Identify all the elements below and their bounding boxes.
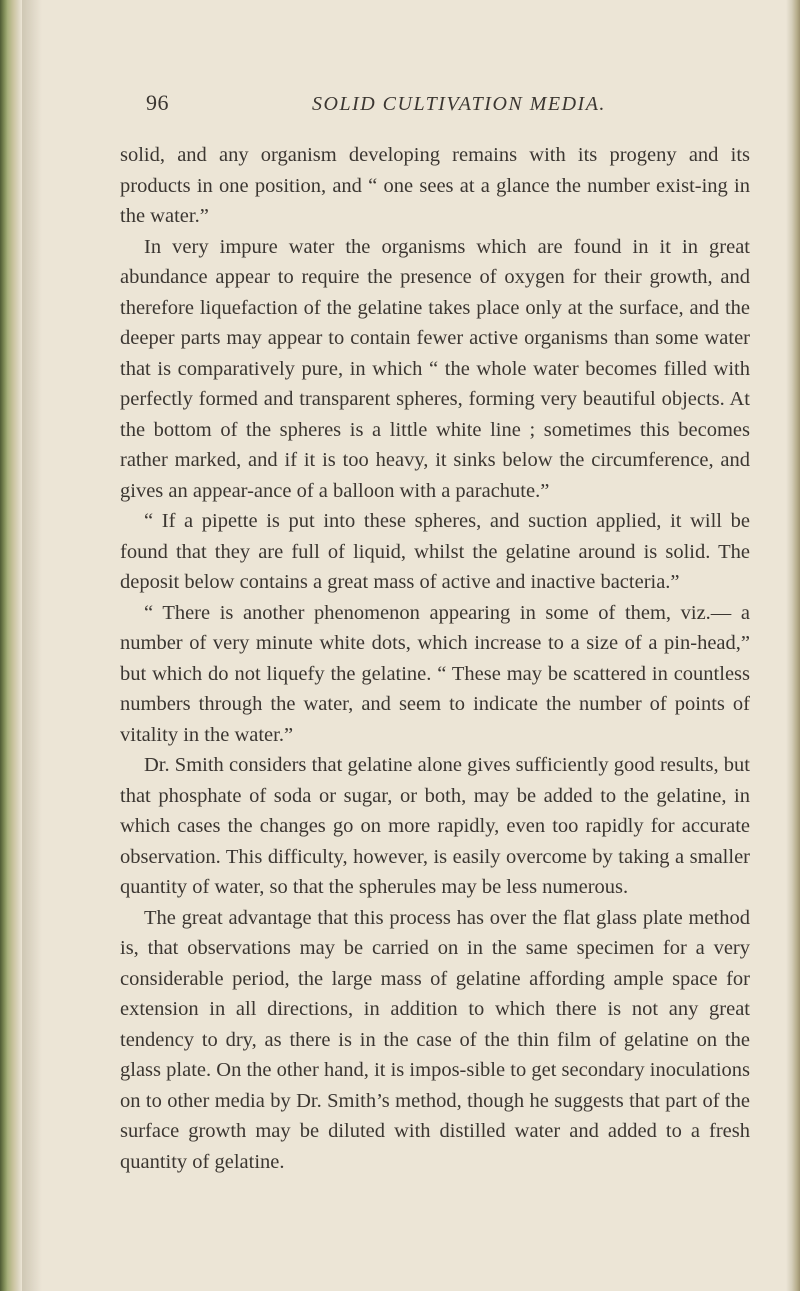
page-header: [146, 90, 706, 120]
paragraph: Dr. Smith considers that gelatine alone gives sufficiently good results, but that phosphate of soda or sugar, or both, may be added to the gelatine, in which cases the changes go on more rapidly, even too rapidly for accurate observation. This difficulty, however, is easily overcome by taking a smaller quantity of water, so that the spherules may be less numerous.: [120, 754, 750, 898]
page-right-edge: [786, 0, 800, 1291]
paragraph: solid, and any organism developing remains with its progeny and its products in one position, and “ one sees at a glance the number exist-ing in the water.”: [120, 144, 750, 227]
paragraph: “ If a pipette is put into these spheres, and suction applied, it will be found that they are full of liquid, whilst the gelatine around is solid. The deposit below contains a great mass of active and inactive bacteria.”: [120, 510, 750, 593]
paragraph: The great advantage that this process has over the flat glass plate method is, that observations may be carried on in the same specimen for a very considerable period, the large mass of gelatine affording ample space for extension in all directions, in addition to which there is not any great tendency to dry, as there is in the case of the thin film of gelatine on the glass plate. On the other hand, it is impos-sible to get secondary inoculations on to other media by Dr. Smith’s method, though he suggests that part of the surface growth may be diluted with distilled water and added to a fresh quantity of gelatine.: [120, 906, 750, 1173]
book-binding-edge: [0, 0, 22, 1291]
page-number: 96: [146, 90, 169, 115]
paragraph: In very impure water the organisms which are found in it in great abundance appear to require the presence of oxygen for their growth, and therefore liquefaction of the gelatine takes place only at the surface, and the deeper parts may appear to contain fewer active organisms than some water that is comparatively pure, in which “ the whole water becomes filled with perfectly formed and transparent spheres, forming very beautiful objects. At the bottom of the spheres is a little white line ; sometimes this becomes rather marked, and if it is too heavy, it sinks below the circumference, and gives an appear-ance of a balloon with a parachute.”: [120, 235, 750, 502]
body-text: [120, 140, 750, 1220]
paragraph: “ There is another phenomenon appearing in some of them, viz.— a number of very minute white dots, which increase to a size of a pin-head,” but which do not liquefy the gelatine. “ These may be scattered in countless numbers through the water, and seem to indicate the number of points of vitality in the water.”: [120, 601, 750, 746]
running-title: SOLID CULTIVATION MEDIA.: [312, 93, 606, 115]
page-gutter-shadow: [22, 0, 42, 1291]
